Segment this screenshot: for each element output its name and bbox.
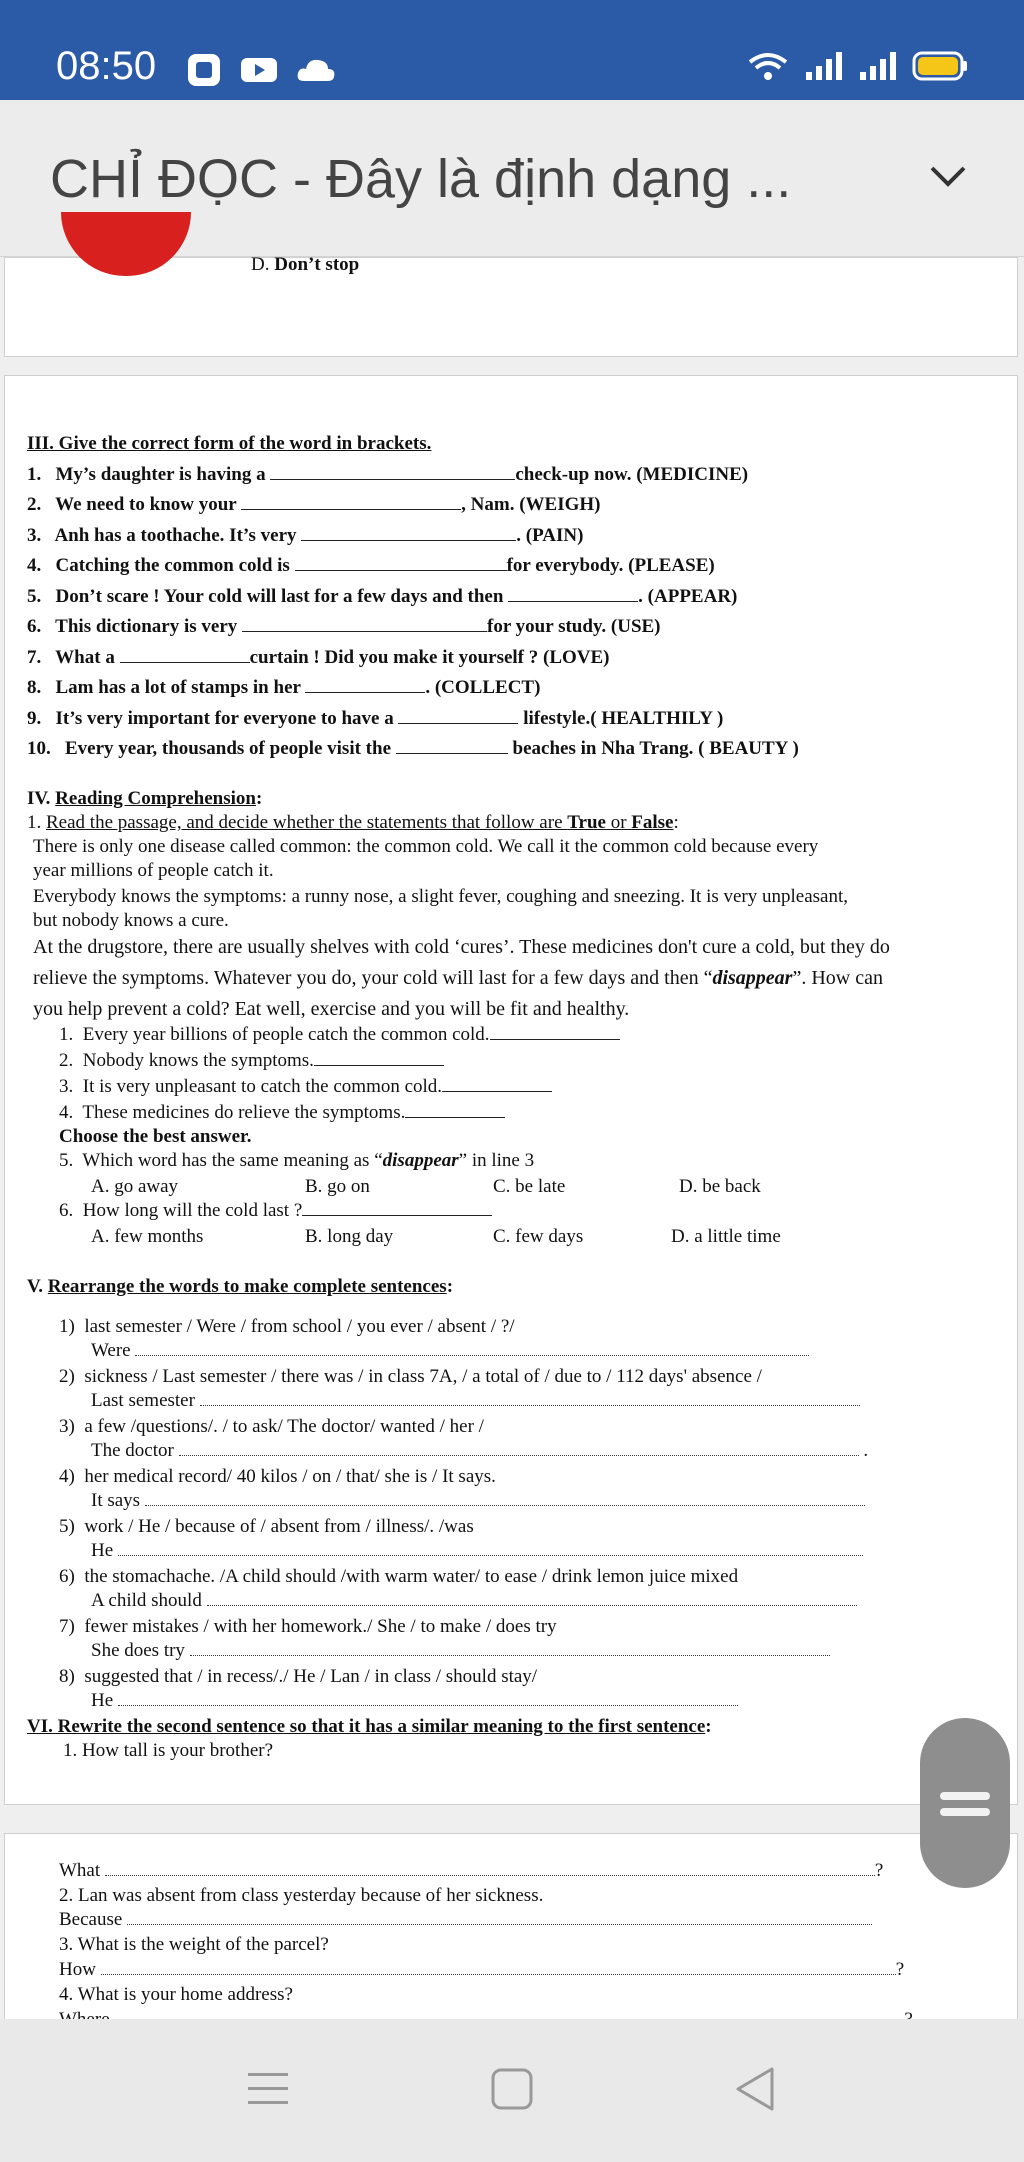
red-logo-shape xyxy=(61,212,191,276)
exercise-item: 7. What a curtain ! Did you make it yourself ? (LOVE) xyxy=(27,647,610,668)
rewrite-question: 2. Lan was absent from class yesterday because of her sickness. xyxy=(59,1885,544,1906)
rewrite-question: 3. What is the weight of the parcel? xyxy=(59,1934,329,1955)
passage-line: year millions of people catch it. xyxy=(33,860,274,881)
statement-item: 3. It is very unpleasant to catch the common cold. xyxy=(59,1076,552,1098)
answer-line: She does try xyxy=(91,1640,830,1662)
reading-instruction: 1. Read the passage, and decide whether the statements that follow are True or False: xyxy=(27,812,679,833)
rearrange-words: 8) suggested that / in recess/./ He / Lan / in class / should stay/ xyxy=(59,1666,538,1687)
passage-line: you help prevent a cold? Eat well, exercise and you will be fit and healthy. xyxy=(33,998,630,1020)
question-6: 6. How long will the cold last ? xyxy=(59,1200,492,1222)
status-time: 08:50 xyxy=(56,44,157,88)
exercise-item: 3. Anh has a toothache. It’s very . (PAIN) xyxy=(27,525,584,546)
exercise-item: 4. Catching the common cold is for everybody. (PLEASE) xyxy=(27,555,715,576)
rearrange-words: 3) a few /questions/. / to ask/ The doctor/ wanted / her / xyxy=(59,1416,484,1437)
passage-line: Everybody knows the symptoms: a runny nose, a slight fever, coughing and sneezing. It is very unpleasant, xyxy=(33,886,849,907)
option-c: C. few days xyxy=(493,1226,584,1247)
answer-line: How ? xyxy=(59,1959,905,1980)
rearrange-words: 5) work / He / because of / absent from / illness/. /was xyxy=(59,1516,474,1537)
passage-line: relieve the symptoms. Whatever you do, your cold will last for a few days and then “disappear”. How can xyxy=(33,967,883,989)
rewrite-question: 4. What is your home address? xyxy=(59,1984,293,2005)
menu-icon[interactable] xyxy=(246,2069,290,2109)
option-a: A. few months xyxy=(91,1226,204,1247)
rearrange-words: 2) sickness / Last semester / there was / in class 7A, / a total of / due to / 112 days' absence / xyxy=(59,1366,762,1387)
option-d: D. Don’t stop xyxy=(251,254,360,275)
rearrange-words: 1) last semester / Were / from school / you ever / absent / ?/ xyxy=(59,1316,515,1337)
exercise-item: 8. Lam has a lot of stamps in her . (COLLECT) xyxy=(27,677,541,698)
app-icon xyxy=(186,52,222,88)
exercise-item: 5. Don’t scare ! Your cold will last for a few days and then . (APPEAR) xyxy=(27,586,738,607)
answer-line: Were xyxy=(91,1340,809,1362)
section-6-heading: VI. Rewrite the second sentence so that it has a similar meaning to the first sentence: xyxy=(27,1716,712,1737)
statement-item: 4. These medicines do relieve the symptoms. xyxy=(59,1102,505,1124)
option-d: D. a little time xyxy=(671,1226,781,1247)
answer-line: What ? xyxy=(59,1860,884,1881)
option-b: B. go on xyxy=(305,1176,370,1197)
home-square-icon[interactable] xyxy=(490,2067,534,2111)
battery-icon xyxy=(912,50,968,82)
exercise-item: 6. This dictionary is very for your study. (USE) xyxy=(27,616,661,637)
question-5: 5. Which word has the same meaning as “disappear” in line 3 xyxy=(59,1150,535,1171)
document-title: CHỈ ĐỌC - Đây là định dạng ... xyxy=(50,149,792,209)
answer-line: He xyxy=(91,1540,863,1562)
option-b: B. long day xyxy=(305,1226,394,1247)
status-bar xyxy=(0,0,1024,100)
rewrite-question: 1. How tall is your brother? xyxy=(63,1740,274,1761)
section-5-heading: V. Rearrange the words to make complete sentences: xyxy=(27,1276,454,1297)
rearrange-words: 7) fewer mistakes / with her homework./ She / to make / does try xyxy=(59,1616,557,1637)
signal-icon xyxy=(858,50,898,82)
exercise-item: 2. We need to know your , Nam. (WEIGH) xyxy=(27,494,601,515)
document-page xyxy=(4,254,1018,357)
scroll-handle[interactable] xyxy=(920,1718,1010,1888)
answer-line: It says xyxy=(91,1490,865,1512)
exercise-item: 1. My’s daughter is having a check-up now. (MEDICINE) xyxy=(27,464,749,485)
signal-icon xyxy=(804,50,844,82)
cloud-icon xyxy=(296,57,336,83)
chevron-down-icon[interactable] xyxy=(928,164,968,190)
back-triangle-icon[interactable] xyxy=(734,2065,776,2113)
youtube-icon xyxy=(240,56,278,84)
rearrange-words: 6) the stomachache. /A child should /with warm water/ to ease / drink lemon juice mixed xyxy=(59,1566,739,1587)
choose-label: Choose the best answer. xyxy=(59,1126,252,1147)
statement-item: 1. Every year billions of people catch the common cold. xyxy=(59,1024,620,1046)
document-page xyxy=(4,375,1018,1805)
exercise-item: 9. It’s very important for everyone to have a lifestyle.( HEALTHILY ) xyxy=(27,708,724,729)
rearrange-words: 4) her medical record/ 40 kilos / on / that/ she is / It says. xyxy=(59,1466,496,1487)
passage-line: There is only one disease called common: the common cold. We call it the common cold because every xyxy=(33,836,819,857)
answer-line: The doctor . xyxy=(91,1440,869,1461)
answer-line: Last semester xyxy=(91,1390,860,1412)
option-c: C. be late xyxy=(493,1176,566,1197)
option-d: D. be back xyxy=(679,1176,761,1197)
passage-line: At the drugstore, there are usually shelves with cold ‘cures’. These medicines don't cure a cold, but they do xyxy=(33,936,890,958)
statement-item: 2. Nobody knows the symptoms. xyxy=(59,1050,444,1072)
answer-line: He xyxy=(91,1690,738,1712)
section-3-heading: III. Give the correct form of the word in brackets. xyxy=(27,433,432,454)
answer-line: Because xyxy=(59,1909,872,1931)
wifi-icon xyxy=(746,50,790,82)
answer-line: A child should xyxy=(91,1590,857,1612)
exercise-item: 10. Every year, thousands of people visit the beaches in Nha Trang. ( BEAUTY ) xyxy=(27,738,799,759)
option-a: A. go away xyxy=(91,1176,179,1197)
passage-line: but nobody knows a cure. xyxy=(33,910,229,931)
navigation-bar xyxy=(0,2019,1024,2162)
section-4-heading: IV. Reading Comprehension: xyxy=(27,788,263,809)
document-viewer[interactable] xyxy=(0,254,1024,2019)
